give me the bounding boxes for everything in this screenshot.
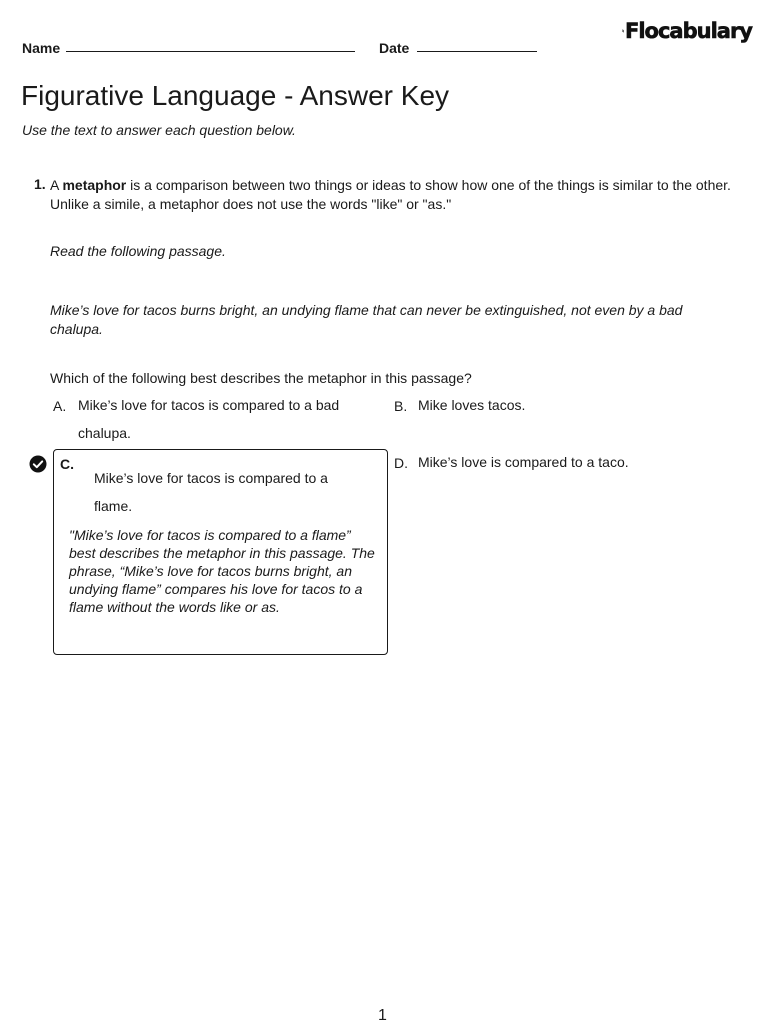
date-label: Date (379, 40, 409, 56)
logo-badge-icon (622, 18, 624, 44)
question-number: 1. (34, 176, 46, 192)
name-line (66, 51, 355, 52)
question-text-before: A (50, 177, 62, 193)
option-c-text: Mike’s love for tacos is compared to a flame. (94, 464, 364, 520)
question-text-after: is a comparison between two things or ideas to show how one of the things is similar to the other. Unlike a simile, a metaphor does not use the words "like" or "as." (50, 177, 731, 212)
option-c-letter: C. (60, 456, 74, 472)
instructions: Use the text to answer each question below. (22, 122, 296, 138)
question-term: metaphor (62, 177, 126, 193)
checkmark-icon (29, 455, 47, 473)
option-a-letter: A. (53, 398, 66, 414)
flocabulary-logo (622, 14, 752, 48)
page-number: 1 (378, 1007, 387, 1025)
logo-text: Flocabulary (625, 19, 752, 43)
question-text (50, 176, 750, 214)
option-b-letter: B. (394, 398, 407, 414)
option-a-text: Mike’s love for tacos is compared to a bad chalupa. (78, 391, 378, 447)
question-prompt: Which of the following best describes the metaphor in this passage? (50, 370, 472, 386)
answer-explanation: "Mike’s love for tacos is compared to a flame” best describes the metaphor in this passage. The phrase, “Mike’s love for tacos burns bright, an undying flame” compares his love for tacos to a flame without the words like or as. (69, 526, 379, 616)
option-d-text: Mike’s love is compared to a taco. (418, 448, 718, 476)
date-line (417, 51, 537, 52)
passage: Mike’s love for tacos burns bright, an undying flame that can never be extinguished, not even by a bad chalupa. (50, 301, 720, 339)
name-label: Name (22, 40, 60, 56)
page-title: Figurative Language - Answer Key (21, 80, 449, 112)
option-d-letter: D. (394, 455, 408, 471)
read-instruction: Read the following passage. (50, 243, 226, 259)
option-b-text: Mike loves tacos. (418, 391, 718, 419)
